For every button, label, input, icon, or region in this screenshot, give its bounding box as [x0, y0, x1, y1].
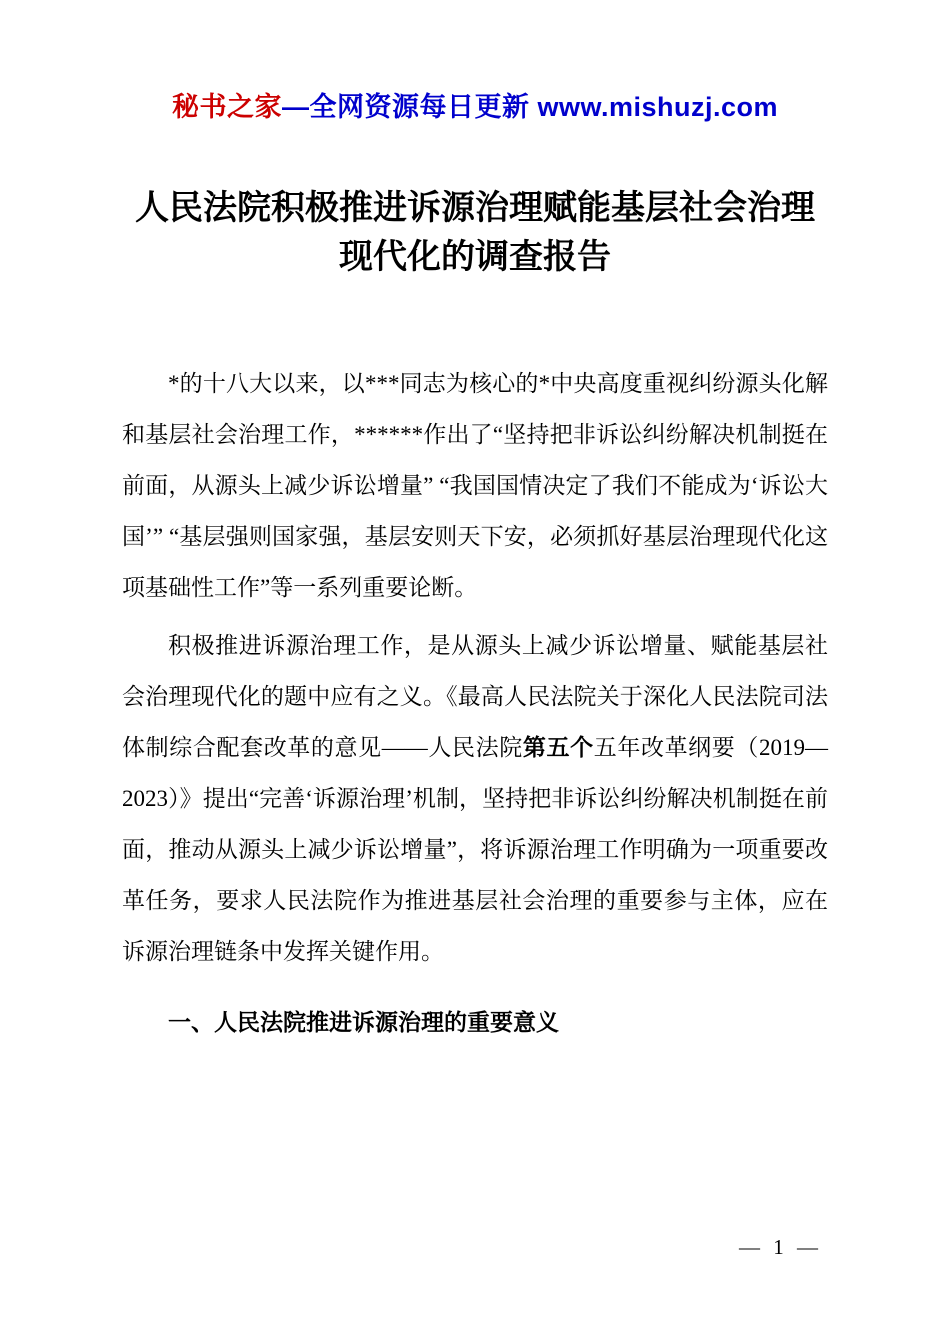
paragraph-2-text-before: 积极推进诉源治理工作，是从源头上减少诉讼增量、赋能基层社会治理现代化的题中应有之义。《最高人民法院关于深化人民法院司法体制综合配套改革的意见——人民法院 — [122, 633, 828, 760]
paragraph-2-bold-phrase: 第五个 — [522, 734, 594, 760]
site-tagline: —全网资源每日更新 — [281, 92, 538, 122]
site-name: 秘书之家 — [171, 92, 282, 122]
section-heading-1: 一、人民法院推进诉源治理的重要意义 — [168, 1009, 559, 1035]
paragraph-2 — [122, 620, 828, 977]
document-title — [122, 184, 828, 282]
site-header — [122, 85, 828, 124]
paragraph-1: *的十八大以来，以***同志为核心的*中央高度重视纠纷源头化解和基层社会治理工作，******作出了“坚持把非诉讼纠纷解决机制挺在前面，从源头上减少诉讼增量” “我国国情决定了我们不能成为‘诉讼大国’” “基层强则国家强，基层安则天下安，必须抓好基层治理现代化这项基础性工作”等一系列重要论断。 — [122, 371, 828, 600]
document-body — [122, 358, 828, 1048]
paragraph-2-text-after: 五年改革纲要（2019—2023）》提出“完善‘诉源治理’机制，坚持把非诉讼纠纷解决机制挺在前面，推动从源头上减少诉讼增量”，将诉源治理工作明确为一项重要改革任务，要求人民法院作为推进基层社会治理的重要参与主体，应在诉源治理链条中发挥关键作用。 — [122, 735, 829, 964]
site-url-link[interactable]: www.mishuzj.com — [537, 92, 779, 122]
document-title-line2: 现代化的调查报告 — [339, 238, 611, 276]
document-title-line1: 人民法院积极推进诉源治理赋能基层社会治理 — [135, 189, 815, 227]
page-number: — 1 — — [739, 1235, 822, 1259]
